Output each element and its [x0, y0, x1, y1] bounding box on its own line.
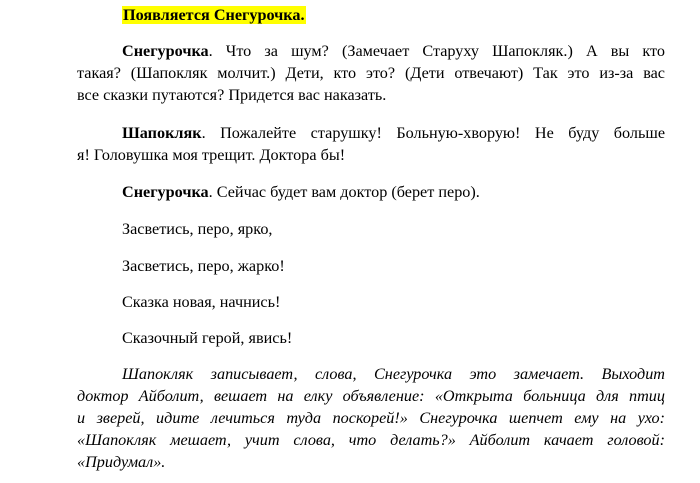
paragraph-line: «Шапокляк мешает, учит слова, что делать?» Айболит качает головой:: [77, 431, 665, 449]
speaker-name: Шапокляк: [122, 124, 202, 142]
verse-line-3: Сказка новая, начнись!: [122, 293, 281, 311]
paragraph-line: доктор Айболит, вешает на елку объявление: «Открыта больница для птиц: [77, 387, 665, 405]
verse-line-2: Засветись, перо, жарко!: [122, 257, 285, 275]
paragraph-snegurochka-1: [77, 40, 665, 106]
paragraph-line: я! Головушка моя трещит. Доктора бы!: [77, 146, 346, 164]
paragraph-line: такая? (Шапокляк молчит.) Дети, кто это? (Дети отвечают) Так это из-за вас: [77, 64, 665, 82]
paragraph-snegurochka-2: [77, 181, 665, 203]
speaker-name: Снегурочка: [122, 183, 209, 201]
highlighted-heading-text: Появляется Снегурочка.: [123, 6, 305, 24]
dialogue-text: . Что за шум? (Замечает Старуху Шапокляк.) А вы кто: [208, 42, 665, 60]
stage-direction: [77, 363, 665, 473]
paragraph-line: все сказки путаются? Придется вас наказать.: [77, 86, 387, 104]
paragraph-shapoklyak: [77, 122, 665, 166]
verse-line-4: Сказочный герой, явись!: [122, 329, 293, 347]
paragraph-line: [77, 122, 665, 144]
paragraph-line: «Придумал».: [77, 453, 166, 471]
paragraph-line: [77, 40, 665, 62]
dialogue-text: . Сейчас будет вам доктор (берет перо).: [208, 183, 480, 201]
speaker-name: Снегурочка: [122, 42, 209, 60]
paragraph-line: [77, 181, 665, 203]
dialogue-text: . Пожалейте старушку! Больную-хворую! Не буду больше: [201, 124, 665, 142]
scene-heading: [122, 4, 306, 26]
paragraph-line: и зверей, идите лечиться туда поскорей!» Снегурочка шепчет ему на ухо:: [77, 409, 665, 427]
paragraph-line: Шапокляк записывает, слова, Снегурочка это замечает. Выходит: [122, 365, 665, 383]
verse-line-1: Засветись, перо, ярко,: [122, 220, 273, 238]
